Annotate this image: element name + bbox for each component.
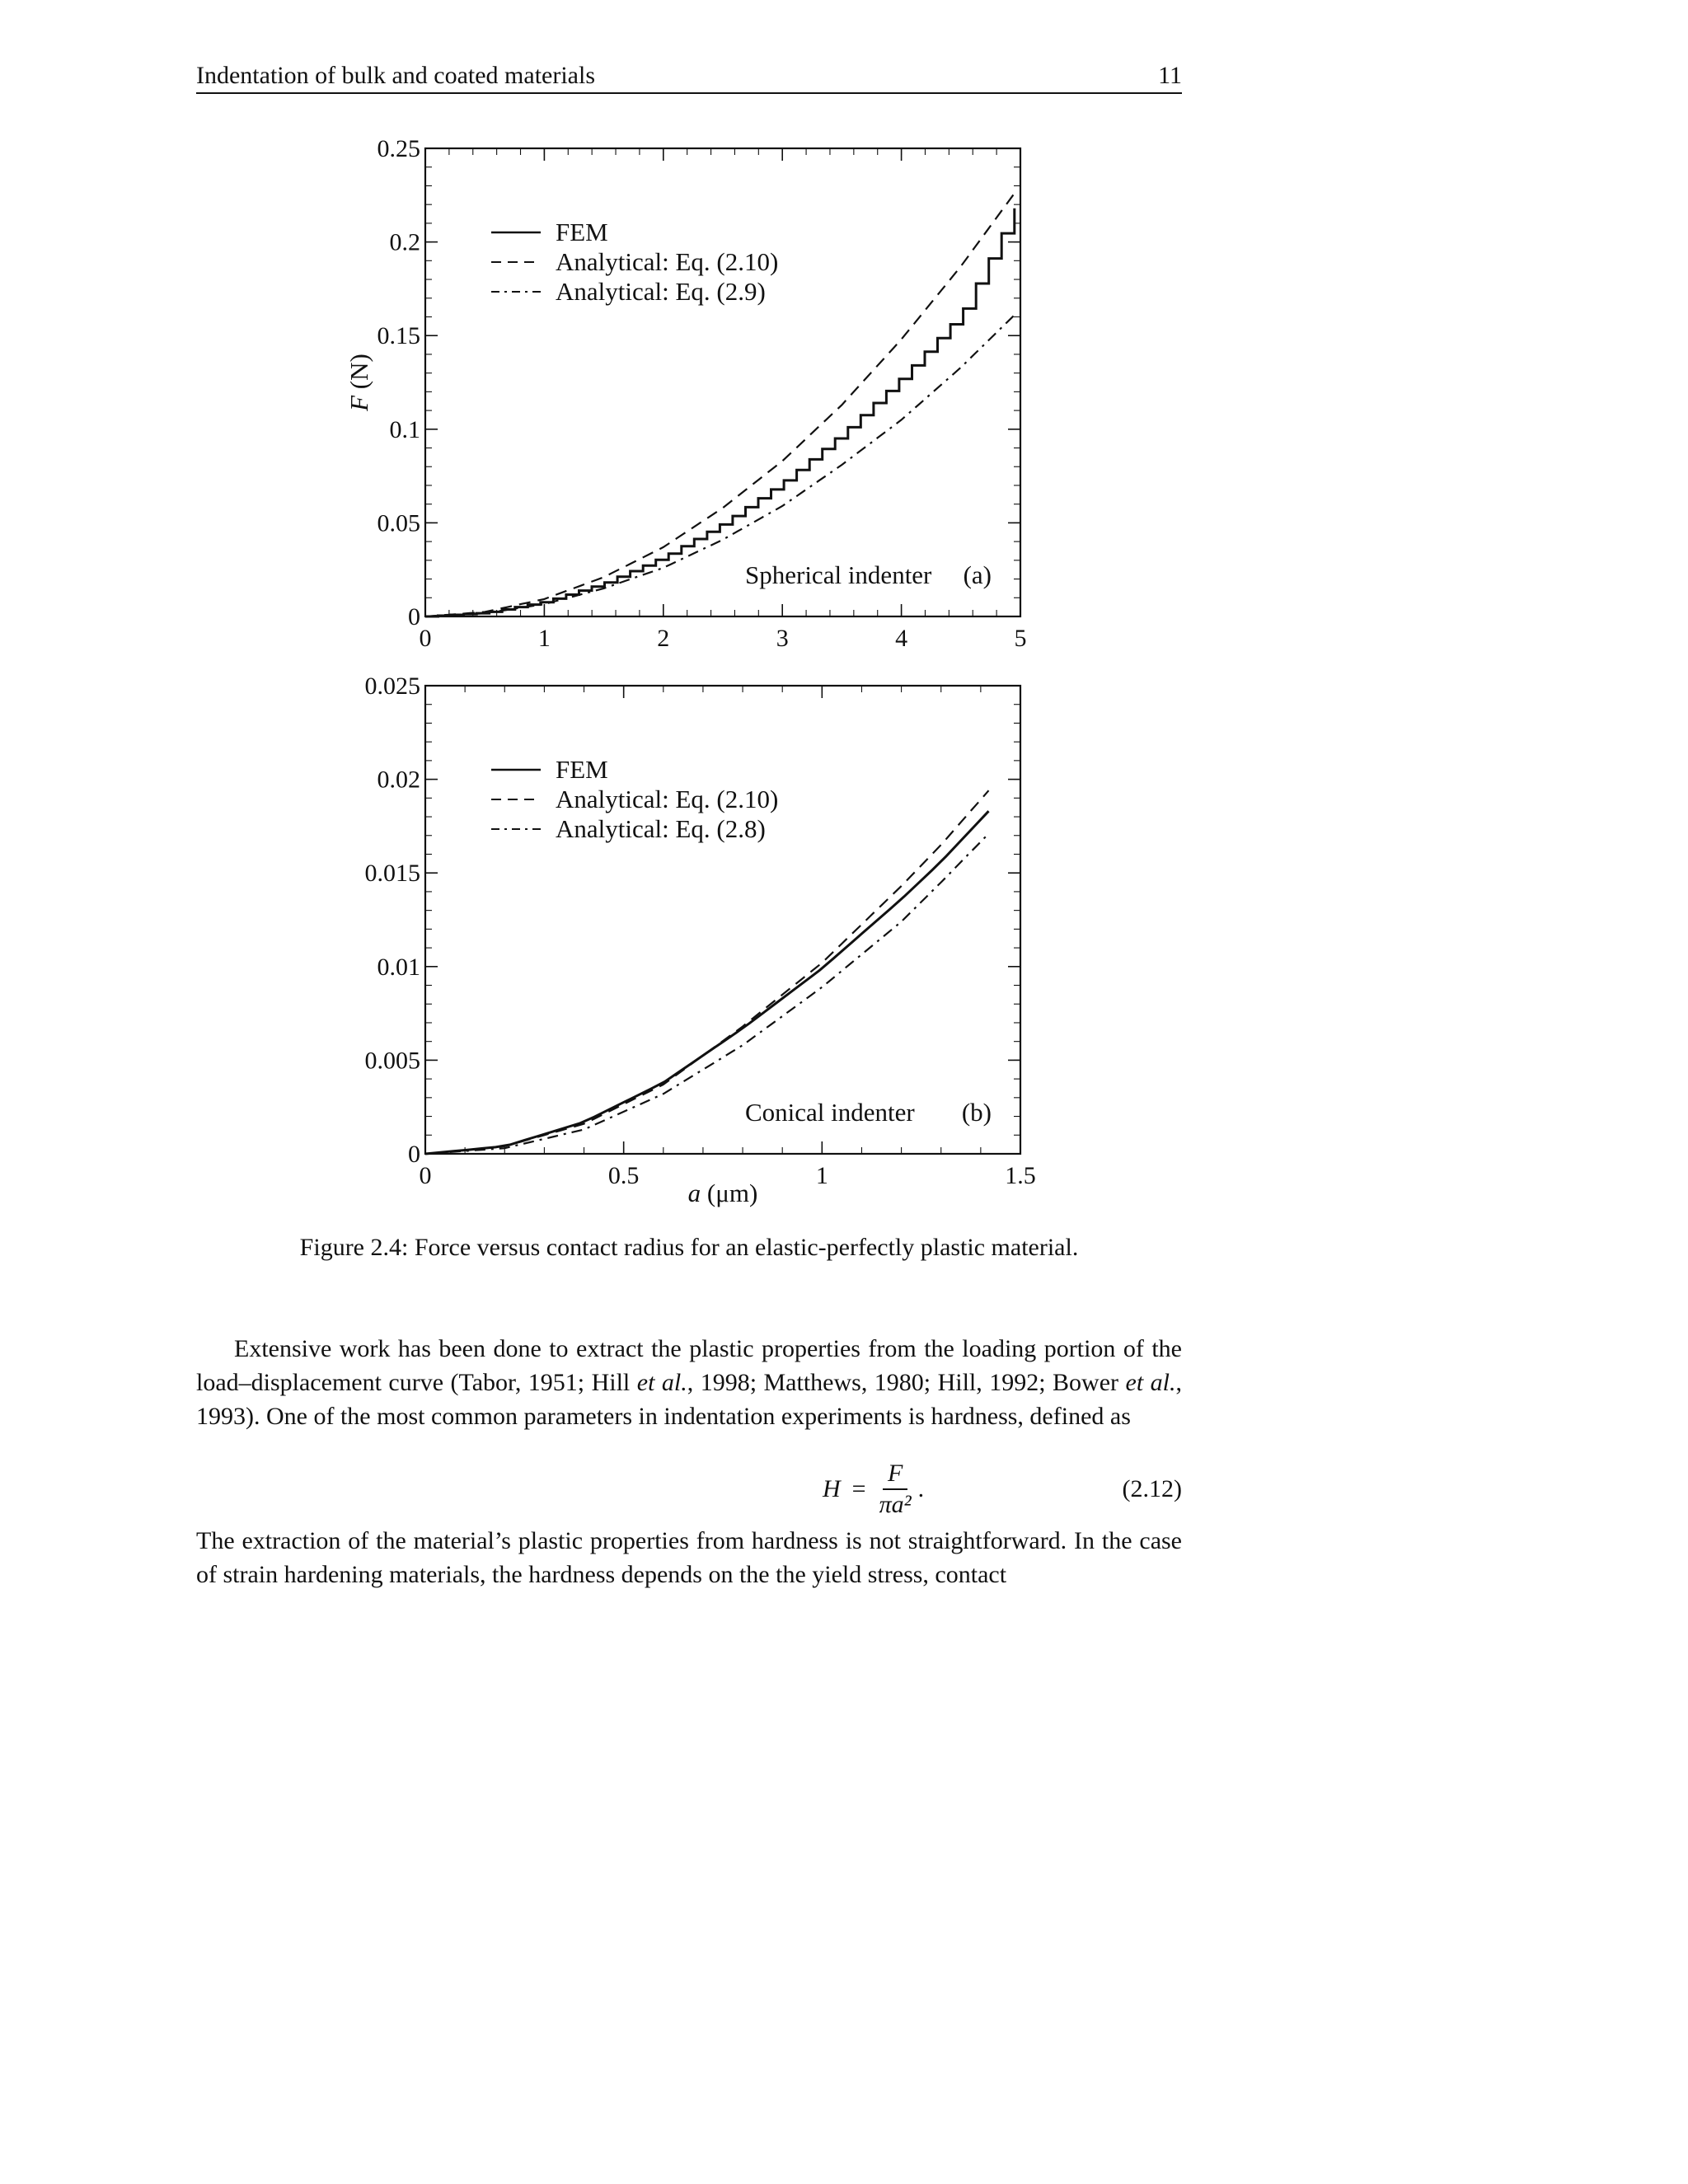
equation-number: (2.12) [1122,1475,1182,1502]
panel-a-legend-label: FEM [556,218,608,246]
panel-b-ytick-label: 0.005 [364,1047,420,1075]
panel-b-panel-label: (b) [961,1098,992,1127]
panel-b-xtick-label: 0.5 [607,1162,640,1189]
paragraph-1-text-a: Extensive work has been done to extract the plastic properties from the loading portion of the load–displacement curve (Tabor, 1951; Hill [196,1335,1182,1396]
citation-et-al-2: et al. [1125,1369,1176,1396]
panel-a-xtick-label: 4 [895,625,908,652]
equation-denominator: πa² [879,1491,912,1518]
panel-b-ytick-label: 0 [408,1141,420,1168]
panel-a-ytick-label: 0.25 [377,135,420,162]
panel-b-ytick-label: 0.025 [364,673,420,700]
paragraph-2: The extraction of the material’s plastic properties from hardness is not straightforward. In the case of strain hardening materials, the hardness depends on the the yield stress, contact [196,1527,1182,1588]
panel-b-xlabel: a (μm) [687,1179,758,1207]
paragraph-1 [196,1332,1182,1433]
panel-a-xtick-label: 2 [657,625,670,652]
chart-panel-a [345,135,1027,652]
panel-b-xtick-label: 1.5 [1005,1162,1036,1189]
figure-caption: Figure 2.4: Force versus contact radius for an elastic-perfectly plastic material. [299,1234,1079,1261]
panel-a-ylabel: F (N) [345,354,373,411]
equation-trailing-dot: . [917,1475,925,1502]
panel-b-ytick-label: 0.015 [364,860,420,888]
chart-panel-b [365,673,1036,1207]
panel-b-xtick-label: 1 [815,1162,828,1189]
panel-a-ytick-label: 0.05 [377,509,420,537]
equation-equals: = [851,1475,866,1502]
panel-b-frame [425,686,1020,1154]
panel-b-annotation: Conical indenter [745,1098,915,1127]
panel-a-ytick-label: 0.1 [389,415,420,443]
paragraph-1-text-c: , 1993). One of the most common parameters in indentation experiments is hardness, defined as [196,1369,1182,1430]
panel-a-legend-label: Analytical: Eq. (2.10) [556,247,779,276]
panel-a-ytick-label: 0 [408,603,420,630]
panel-a-frame [425,148,1020,616]
panel-a-xtick-label: 5 [1014,625,1027,652]
paragraph-1-text-b: , 1998; Matthews, 1980; Hill, 1992; Bower [687,1369,1126,1396]
panel-b-xtick-label: 0 [419,1162,432,1189]
panel-b-legend-label: Analytical: Eq. (2.8) [556,814,766,843]
equation-lhs: H [823,1475,841,1502]
equation-fraction [879,1459,912,1520]
panel-b-legend-label: Analytical: Eq. (2.10) [556,785,779,813]
panel-a-xtick-label: 1 [537,625,551,652]
equation-body [823,1455,924,1523]
equation-2-12 [196,1455,1182,1523]
equation-numerator: F [883,1459,907,1490]
panel-a-legend-label: Analytical: Eq. (2.9) [556,277,766,306]
page-number: 11 [1158,62,1182,89]
panel-a-ytick-label: 0.15 [377,322,420,350]
panel-b-ytick-label: 0.01 [377,953,420,981]
panel-a-xtick-label: 3 [776,625,789,652]
panel-a-annotation: Spherical indenter [745,560,932,589]
running-title: Indentation of bulk and coated materials [196,62,595,89]
citation-et-al-1: et al. [636,1369,687,1396]
panel-b-legend-label: FEM [556,755,608,784]
panel-a-ytick-label: 0.2 [389,228,420,256]
panel-a-xtick-label: 0 [419,625,432,652]
panel-b-ytick-label: 0.02 [377,766,420,794]
panel-a-panel-label: (a) [963,560,992,589]
